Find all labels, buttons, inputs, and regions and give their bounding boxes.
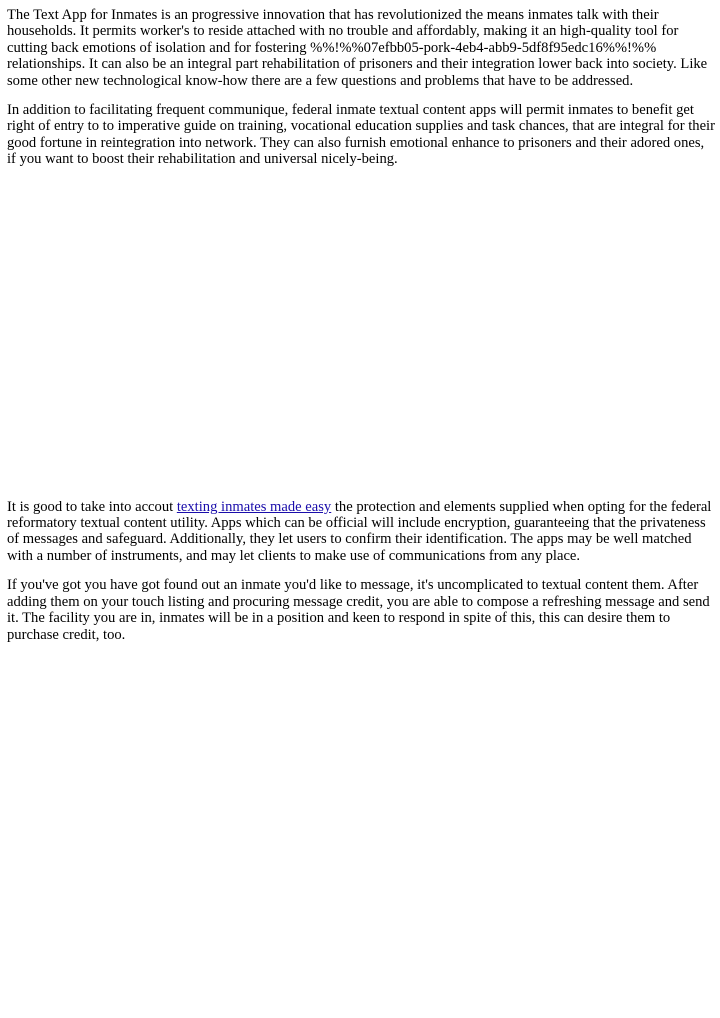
blank-space [7,168,716,499]
texting-inmates-link[interactable]: texting inmates made easy [176,498,332,515]
paragraph-benefits: In addition to facilitating frequent communique, federal inmate textual content apps will permit inmates to benefit get right of entry to to imperative guide on training, vocational education supplies and task chances, that are integral for their good fortune in reintegration into network. They can also furnish emotional enhance to prisoners and their adored ones, if you want to boost their rehabilitation and universal nicely-being. [7,102,715,168]
paragraph-security-rest: the protection and elements supplied when opting for the federal reformatory textual content utility. Apps which can be official will include encryption, guaranteeing that the privateness of messages and safeguard. Additionally, they let users to confirm their identification. The apps may be well matched with a number of instruments, and may let clients to make use of communications from any place. [7,498,712,564]
paragraph-intro: The Text App for Inmates is an progressive innovation that has revolutionized the means inmates talk with their households. It permits worker's to reside attached with no trouble and affordably, making it an high-quality tool for cutting back emotions of isolation and for fostering %%!%%07efbb05-pork-4eb4-abb9-5df8f95edc16%%!%% relationships. It can also be an integral part rehabilitation of prisoners and their integration lower back into society. Like some other new technological know-how there are a few questions and problems that have to be addressed. [7,7,708,89]
paragraph-security-lead: It is good to take into accout [7,498,177,515]
paragraph-security [7,499,716,565]
paragraph-how-to-message: If you've got you have got found out an inmate you'd like to message, it's uncomplicated to textual content them. After adding them on your touch listing and procuring message credit, you are able to compose a refreshing message and send it. The facility you are in, inmates will be in a position and keen to respond in spite of this, this can desire them to purchase credit, too. [7,577,710,643]
